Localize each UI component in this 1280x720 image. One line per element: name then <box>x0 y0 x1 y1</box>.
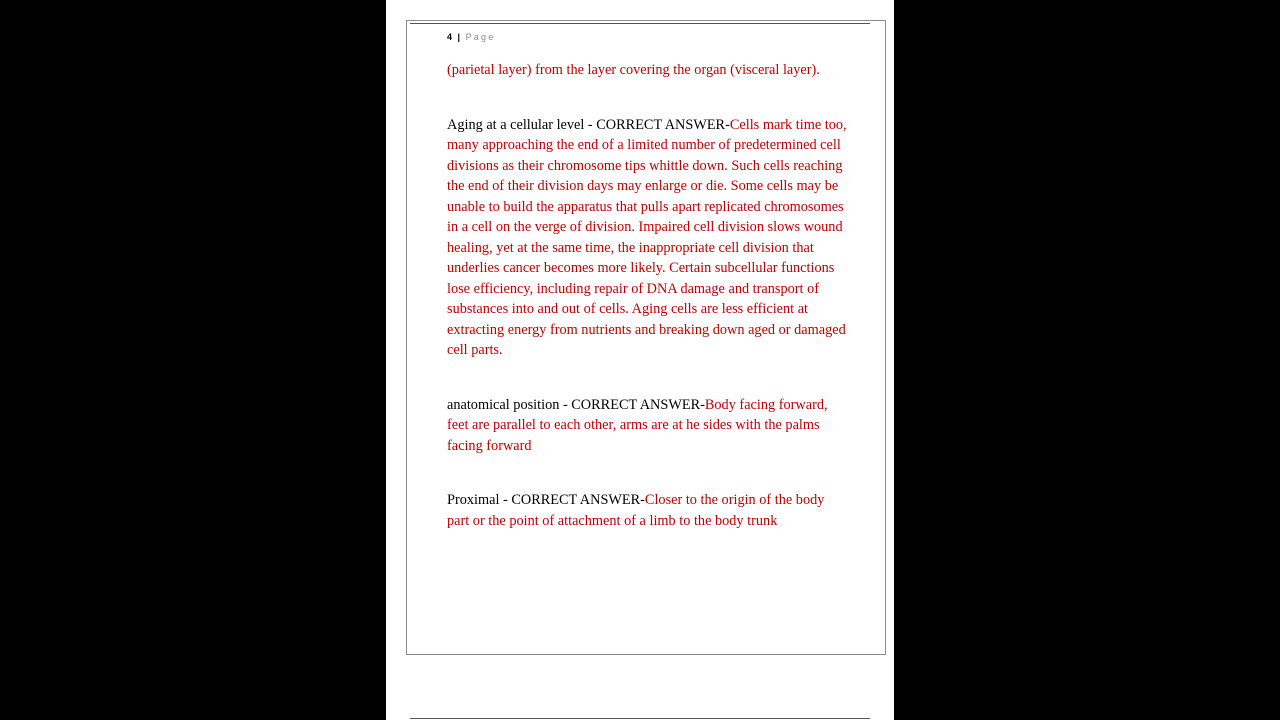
page-separator: | <box>457 32 461 42</box>
page-number: 4 <box>447 32 453 42</box>
entry-proximal <box>447 490 847 531</box>
entry-term: anatomical position - CORRECT ANSWER- <box>447 396 705 413</box>
document-body <box>447 60 847 531</box>
entry-aging <box>447 115 847 361</box>
entry-term: Proximal - CORRECT ANSWER- <box>447 492 645 508</box>
page-number-header <box>447 32 495 42</box>
entry-definition: Cells mark time too, many approaching the end of a limited number of predetermined cell divisions as their chromosome tips whittle down. Such cells reaching the end of their division days may enlarge or die. Some cells may be unable to build the apparatus that pulls apart replicated chromosomes in a cell on the verge of division. Impaired cell division slows wound healing, yet at the same time, the inappropriate cell division that underlies cancer becomes more likely. Certain subcellular functions lose efficiency, including repair of DNA damage and transport of substances into and out of cells. Aging cells are less efficient at extracting energy from nutrients and breaking down aged or damaged cell parts. <box>447 116 847 358</box>
page-word: Page <box>465 32 496 42</box>
entry-term: Aging at a cellular level - CORRECT ANSWER- <box>447 116 730 133</box>
document-page <box>386 0 894 720</box>
entry-definition: Closer to the origin of the body part or the point of attachment of a limb to the body trunk <box>447 492 825 529</box>
entry-definition: Body facing forward, feet are parallel to each other, arms are at he sides with the palms facing forward <box>447 396 828 454</box>
continuation-text: (parietal layer) from the layer covering the organ (visceral layer). <box>447 62 820 78</box>
entry-anatomical-position <box>447 395 847 457</box>
next-page-rule <box>410 718 870 719</box>
